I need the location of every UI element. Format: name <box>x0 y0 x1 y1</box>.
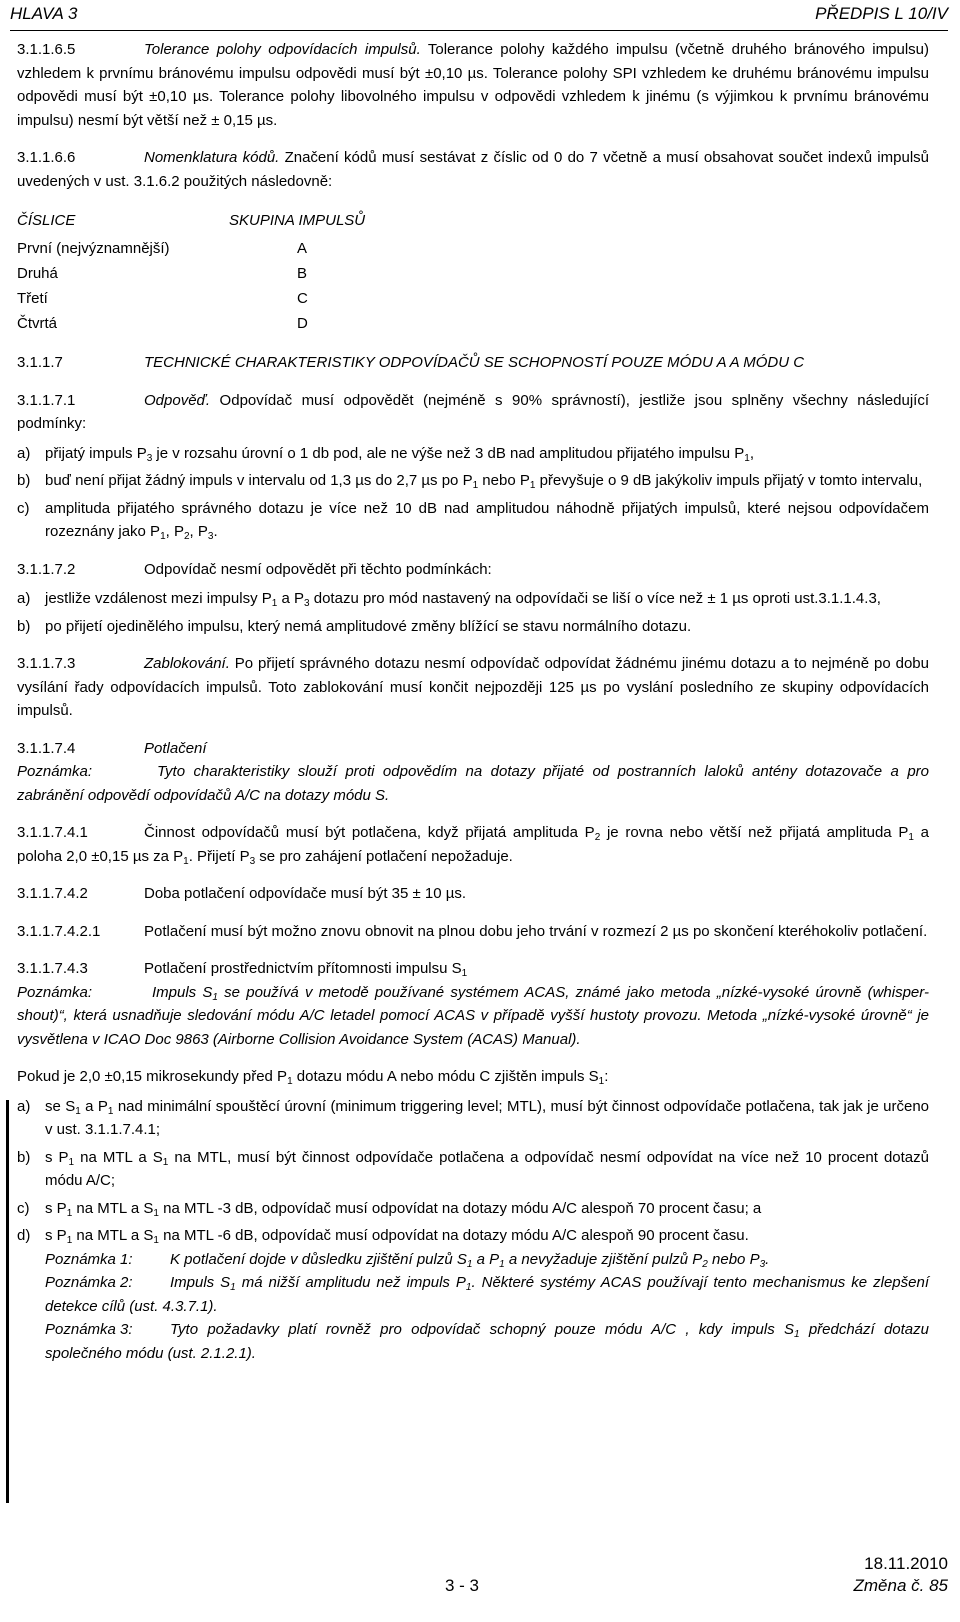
change-bar <box>6 1100 9 1503</box>
paragraph-3-1-1-7-2 <box>17 558 929 582</box>
paragraph-3-1-1-7-4-2 <box>17 882 929 906</box>
subscript: 1 <box>160 531 166 542</box>
footer-page-number: 3 - 3 <box>445 1576 480 1595</box>
paragraph-3-1-1-7-4-2-1 <box>17 920 929 944</box>
list-label: a) <box>17 444 31 462</box>
list-text: buď není přijat žádný impuls v intervalu od 1,3 µs do 2,7 µs po P <box>45 472 473 489</box>
note-text: Tyto požadavky platí rovněž pro odpovídač schopný pouze módu A/C , kdy impuls S <box>170 1321 794 1338</box>
code-row <box>17 287 929 312</box>
code-digit: Druhá <box>17 265 58 282</box>
section-title: Zablokování. <box>144 655 230 672</box>
note-label: Poznámka 2: <box>45 1274 133 1291</box>
note-text: se používá v metodě používané systémem ACAS, známé jako metoda „nízké-vysoké úrovně (whisper-shout)“, která usnadňuje sledování módu A/C letadel pomocí ACAS v případě vyšší hustoty provozu. Metoda „nízké-vysoké úrovně“ je vysvětlena v ICAO Doc 9863 (Airborne Collision Avoidance System (ACAS) Manual). <box>17 983 929 1048</box>
section-text: Po přijetí správného dotazu nesmí odpovídač odpovídat žádnému jinému dotazu a to nejméně po dobu vysílání řady odpovídacích impulsů. Toto zablokování musí končit nejpozději 125 µs po vyslání posledního ze skupiny odpovídacích impulsů. <box>17 655 929 719</box>
note <box>17 981 929 1052</box>
note-text: nebo P <box>707 1250 760 1268</box>
subscript: 1 <box>66 1235 73 1246</box>
subscript: 1 <box>465 1282 472 1293</box>
code-group: A <box>297 240 308 257</box>
note-text: předchází dotazu společného módu (ust. 2.1.2.1). <box>45 1321 929 1362</box>
section-title: Potlačení <box>144 739 207 757</box>
code-table-head-group: SKUPINA IMPULSŮ <box>229 212 366 229</box>
list-text: a P <box>277 590 305 607</box>
section-text: se pro zahájení potlačení nepožaduje. <box>255 847 513 865</box>
list-text: na MTL a S <box>72 1199 154 1217</box>
section-number: 3.1.1.7.4 <box>17 739 76 757</box>
list-text: , <box>749 444 755 462</box>
section-title: Odpověď. <box>144 391 211 409</box>
note-text: Impuls S <box>152 983 213 1001</box>
list-text: nebo P <box>478 472 530 489</box>
list-text: se S <box>45 1097 76 1115</box>
code-group: B <box>297 265 308 282</box>
subscript: 1 <box>153 1235 159 1246</box>
code-digit: První (nejvýznamnější) <box>17 240 170 257</box>
subscript: 1 <box>68 1156 75 1168</box>
subscript: 1 <box>461 968 468 979</box>
paragraph-3-1-1-7-4-3 <box>17 957 929 981</box>
paragraph-3-1-1-7-3 <box>17 652 929 723</box>
note <box>17 760 929 807</box>
document-body <box>17 38 929 1365</box>
list-text: na MTL a S <box>74 1148 163 1166</box>
subscript: 1 <box>466 1258 473 1270</box>
list-text: přijatý impuls P <box>45 444 147 462</box>
list-label: b) <box>17 472 31 489</box>
section-title: TECHNICKÉ CHARAKTERISTIKY ODPOVÍDAČŮ SE SCHOPNOSTÍ POUZE MÓDU A A MÓDU C <box>144 354 805 371</box>
section-number: 3.1.1.7.4.1 <box>17 824 88 841</box>
code-row <box>17 237 929 262</box>
heading-3-1-1-7 <box>17 351 929 375</box>
subscript: 1 <box>162 1156 169 1168</box>
section-number: 3.1.1.6.5 <box>17 41 76 58</box>
list-text: převyšuje o 9 dB jakýkoliv impuls přijatý v tomto intervalu, <box>535 472 923 489</box>
note-text: a nevyžaduje zjištění pulzů P <box>504 1250 703 1268</box>
list-item <box>17 615 929 639</box>
conditions-intro <box>17 1065 929 1089</box>
section-text: dotazu módu A nebo módu C zjištěn impuls S <box>292 1068 599 1085</box>
subscript: 1 <box>183 855 189 867</box>
section-title: Tolerance polohy odpovídacích impulsů. <box>144 41 421 58</box>
list-label: c) <box>17 499 30 517</box>
code-digit: Čtvrtá <box>17 315 58 332</box>
subscript: 3 <box>207 531 214 542</box>
subscript: 1 <box>908 832 914 843</box>
subscript: 1 <box>75 1105 81 1117</box>
list-label: a) <box>17 590 31 607</box>
section-number: 3.1.1.7.2 <box>17 560 76 578</box>
list-item <box>17 497 929 544</box>
list-text: s P <box>45 1148 69 1166</box>
section-number: 3.1.1.7.4.2.1 <box>17 922 101 940</box>
section-text: Činnost odpovídačů musí být potlačena, když přijatá amplituda P <box>144 824 595 841</box>
list-item <box>17 442 929 466</box>
code-group: C <box>297 290 308 307</box>
subscript: 1 <box>794 1329 800 1340</box>
section-number: 3.1.1.7.1 <box>17 391 76 409</box>
list-text: s P <box>45 1227 67 1244</box>
list-text: s P <box>45 1199 67 1217</box>
section-text: a poloha 2,0 ±0,15 µs za P <box>17 824 929 865</box>
code-table-head-digit: ČÍSLICE <box>17 212 76 229</box>
footer-date: 18.11.2010 <box>864 1554 948 1573</box>
section-text: Značení kódů musí sestávat z číslic od 0 do 7 včetně a musí obsahovat součet indexů impulsů uvedených v ust. 3.1.6.2 použitých následovně: <box>17 149 929 190</box>
list-text: nad minimální spouštěcí úrovní (minimum triggering level; MTL), musí být činnost odpovídače potlačena, tak jak je určeno v ust. 3.1.1.7.4.1; <box>45 1097 930 1138</box>
note-label: Poznámka 3: <box>45 1321 133 1338</box>
subscript: 3 <box>146 452 153 464</box>
section-number: 3.1.1.7.4.2 <box>17 885 88 902</box>
section-title: Odpovídač nesmí odpovědět při těchto podmínkách: <box>144 560 492 578</box>
header-rule <box>10 30 948 31</box>
code-table <box>17 209 929 337</box>
list-label: d) <box>17 1227 31 1244</box>
subscript: 1 <box>271 598 278 609</box>
note-text: Impuls S <box>170 1274 231 1291</box>
section-text: Odpovídač musí odpovědět (nejméně s 90% správností), jestliže jsou splněny všechny následující podmínky: <box>17 391 929 432</box>
list-label: b) <box>17 617 31 635</box>
list-text: na MTL -6 dB, odpovídač musí odpovídat na dotazy módu A/C alespoň 90 procent času. <box>158 1227 749 1244</box>
code-digit: Třetí <box>17 290 48 307</box>
subscript: 1 <box>66 1207 73 1219</box>
note <box>17 1248 929 1272</box>
section-number: 3.1.1.6.6 <box>17 149 76 166</box>
note-text: má nižší amplitudu než impuls P <box>235 1274 466 1291</box>
subscript: 1 <box>107 1105 114 1117</box>
section-text: Doba potlačení odpovídače musí být 35 ± 10 µs. <box>144 885 467 902</box>
list-text: na MTL, musí být činnost odpovídače potlačena a odpovídač nesmí odpovídat na více než 10 procent dotazů módu A/C; <box>45 1148 929 1189</box>
list-text: po přijetí ojedinělého impulsu, který nemá amplitudové změny blížící se stavu normálního dotazu. <box>45 617 692 635</box>
list-text: dotazu pro mód nastavený na odpovídači se liší o více než ± 1 µs oproti ust.3.1.1.4.3, <box>309 590 881 607</box>
paragraph-3-1-1-6-5 <box>17 38 929 132</box>
list-text: na MTL a S <box>72 1227 154 1244</box>
paragraph-3-1-1-7-4-1 <box>17 821 929 868</box>
subscript: 1 <box>499 1258 505 1270</box>
section-number: 3.1.1.7 <box>17 354 63 371</box>
list-label: b) <box>17 1148 31 1166</box>
note-text: K potlačení dojde v důsledku zjištění pulzů S <box>170 1250 467 1268</box>
note-text: . Některé systémy ACAS používají tento mechanismus ke zlepšení detekce cílů (ust. 4.3.7.1). <box>45 1274 929 1315</box>
note-text: Tyto charakteristiky slouží proti odpovědím na dotazy přijaté od postranních laloků antény dotazovače a pro zabránění odpovědí odpovídačů A/C na dotazy módu S. <box>17 763 929 804</box>
list-text: . <box>213 523 218 540</box>
note <box>17 1271 929 1318</box>
subscript: 2 <box>183 531 190 542</box>
subscript: 1 <box>287 1076 293 1087</box>
list-text: amplituda přijatého správného dotazu je více než 10 dB nad amplitudou náhodně přijatých impulsů, které nejsou odpovídačem rozeznány jako P <box>45 499 929 540</box>
section-text: : <box>604 1068 609 1085</box>
section-number: 3.1.1.7.3 <box>17 655 76 672</box>
paragraph-3-1-1-6-6 <box>17 146 929 193</box>
list-item <box>17 1224 929 1248</box>
note <box>17 1318 929 1365</box>
section-text: je rovna nebo větší než přijatá amplituda P <box>600 824 909 841</box>
list-item <box>17 1197 929 1221</box>
section-text: Potlačení prostřednictvím přítomnosti impulsu S <box>144 960 462 977</box>
list-item <box>17 587 929 611</box>
heading-3-1-1-7-4 <box>17 737 929 761</box>
paragraph-3-1-1-7-1 <box>17 389 929 436</box>
code-row <box>17 312 929 337</box>
subscript: 3 <box>759 1258 766 1270</box>
list-label: a) <box>17 1097 31 1115</box>
subscript: 1 <box>744 452 750 464</box>
note-label: Poznámka 1: <box>45 1250 133 1268</box>
note-text: . <box>765 1250 770 1268</box>
section-number: 3.1.1.7.4.3 <box>17 960 88 977</box>
subscript: 3 <box>304 598 310 609</box>
note-text: a P <box>472 1250 500 1268</box>
list-label: c) <box>17 1199 30 1217</box>
subscript: 1 <box>529 480 536 491</box>
list-text: na MTL -3 dB, odpovídač musí odpovídat na dotazy módu A/C alespoň 70 procent času; a <box>158 1199 762 1217</box>
section-text: Tolerance polohy každého impulsu (včetně druhého bránového impulsu) vzhledem k prvnímu bránovému impulsu odpovědi musí být ±0,10 µs. Tolerance polohy SPI vzhledem ke druhému bránovému impulsu odpovědi musí být ±0,10 µs. Tolerance polohy libovolného impulsu v odpovědi vzhledem k jinému (s výjimkou k prvnímu bránovému impulsu) nesmí být větší než ± 0,15 µs. <box>17 41 929 129</box>
list-text: je v rozsahu úrovní o 1 db pod, ale ne výše než 3 dB nad amplitudou přijatého impulsu P <box>152 444 745 462</box>
code-row <box>17 262 929 287</box>
section-text: . Přijetí P <box>188 847 250 865</box>
header-chapter: HLAVA 3 <box>10 4 78 23</box>
section-title: Nomenklatura kódů. <box>144 149 280 166</box>
list-text: , P <box>165 523 184 540</box>
list-item <box>17 469 929 493</box>
note-label: Poznámka: <box>17 763 93 780</box>
subscript: 2 <box>594 832 601 843</box>
subscript: 1 <box>230 1282 236 1293</box>
list-item <box>17 1146 929 1193</box>
subscript: 1 <box>472 480 479 491</box>
header-regulation: PŘEDPIS L 10/IV <box>815 4 948 23</box>
list-text: jestliže vzdálenost mezi impulsy P <box>45 590 272 607</box>
subscript: 1 <box>598 1076 605 1087</box>
note-label: Poznámka: <box>17 983 93 1001</box>
section-text: Potlačení musí být možno znovu obnovit na plnou dobu jeho trvání v rozmezí 2 µs po skončení kteréhokoliv potlačení. <box>144 922 928 940</box>
subscript: 1 <box>153 1207 159 1219</box>
list-text: a P <box>80 1097 108 1115</box>
subscript: 1 <box>212 991 218 1003</box>
footer-amendment: Změna č. 85 <box>853 1576 948 1595</box>
list-item <box>17 1095 929 1142</box>
section-text: Pokud je 2,0 ±0,15 mikrosekundy před P <box>17 1068 288 1085</box>
list-text: , P <box>189 523 208 540</box>
subscript: 3 <box>249 855 256 867</box>
subscript: 2 <box>702 1258 708 1270</box>
code-group: D <box>297 315 308 332</box>
